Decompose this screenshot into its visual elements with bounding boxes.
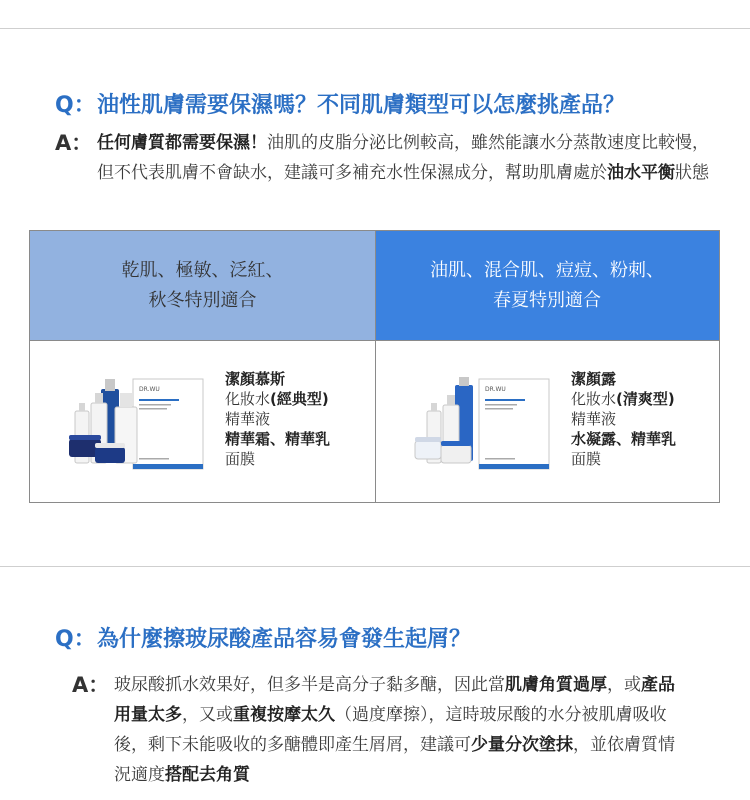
question-2 — [55, 622, 720, 653]
mask-brand-label: DR.WU — [139, 386, 160, 393]
question-1-text: 油性肌膚需要保濕嗎？不同肌膚類型可以怎麼挑產品？ — [97, 93, 626, 118]
right-product-1-label: 潔顏露 — [571, 370, 617, 388]
answer-2-text-1: 玻尿酸抓水效果好，但多半是高分子黏多醣，因此當 — [114, 675, 505, 695]
mask-brand-label: DR.WU — [485, 386, 506, 393]
answer-1-bold-1: 任何膚質都需要保濕！ — [97, 133, 267, 153]
product-set-image-classic — [65, 371, 225, 476]
right-product-2-label: 化妝水 — [571, 390, 617, 408]
right-product-4-label: 水凝露、精華乳 — [571, 430, 677, 448]
right-product-1 — [571, 369, 676, 389]
left-header-line-1: 乾肌、極敏、泛紅、 — [121, 259, 284, 281]
left-product-cell — [30, 341, 375, 503]
left-product-2 — [225, 389, 330, 409]
middle-divider — [0, 566, 750, 567]
left-product-5: 面膜 — [225, 450, 256, 468]
answer-2-bold-1: 肌膚角質過厚 — [505, 675, 607, 695]
product-set-image-fresh — [411, 371, 571, 476]
question-2-mark: Q： — [55, 627, 96, 652]
question-1-mark: Q： — [55, 93, 96, 118]
left-product-1-label: 潔顏慕斯 — [225, 370, 286, 388]
left-product-3: 精華液 — [225, 410, 271, 428]
question-1 — [55, 88, 720, 119]
answer-2-mark: A： — [72, 673, 110, 697]
left-header — [30, 231, 375, 340]
answer-2-bold-4: 少量分次塗抹 — [471, 735, 573, 755]
skin-type-table — [29, 230, 720, 503]
right-product-5: 面膜 — [571, 450, 602, 468]
question-2-text: 為什麼擦玻尿酸產品容易會發生起屑？ — [97, 627, 472, 652]
answer-1-mark: A： — [55, 131, 93, 155]
answer-2-text — [114, 670, 690, 790]
answer-1-bold-2: 油水平衡 — [607, 163, 675, 183]
right-product-cell — [376, 341, 719, 503]
right-product-4 — [571, 429, 676, 449]
answer-1-text-2: 狀態 — [675, 163, 709, 183]
left-product-4-label: 精華霜、精華乳 — [225, 430, 331, 448]
left-product-1 — [225, 369, 330, 389]
right-product-2-variant: (清爽型) — [616, 390, 675, 408]
left-product-2-variant: (經典型) — [270, 390, 329, 408]
answer-2-bold-3: 重複按摩太久 — [233, 705, 335, 725]
answer-2-text-5: ，並依膚質情況適度 — [114, 735, 675, 785]
right-header-line-2: 春夏特別適合 — [493, 289, 601, 311]
answer-2-bold-5: 搭配去角質 — [165, 765, 250, 785]
answer-2-text-3: ，又或 — [182, 705, 233, 725]
left-header-line-2: 秋冬特別適合 — [148, 289, 257, 311]
top-divider — [0, 28, 750, 29]
answer-1 — [55, 128, 710, 188]
left-product-2-label: 化妝水 — [225, 390, 271, 408]
right-header — [375, 231, 719, 340]
answer-2 — [72, 670, 690, 790]
answer-2-bold-2: 產品用量太多 — [114, 675, 675, 725]
right-product-2 — [571, 389, 676, 409]
answer-2-text-2: ，或 — [607, 675, 641, 695]
answer-1-text — [97, 128, 710, 188]
right-product-list — [571, 369, 676, 469]
left-product-4 — [225, 429, 330, 449]
answer-1-text-1: 油肌的皮脂分泌比例較高，雖然能讓水分蒸散速度比較慢，但不代表肌膚不會缺水，建議可多補充水性保濕成分，幫助肌膚處於 — [97, 133, 709, 183]
right-product-3: 精華液 — [571, 410, 617, 428]
right-header-line-1: 油肌、混合肌、痘痘、粉刺、 — [430, 259, 664, 281]
answer-2-text-4: （過度摩擦），這時玻尿酸的水分被肌膚吸收後，剩下未能吸收的多醣體即產生屑屑，建議可 — [114, 705, 667, 755]
left-product-list — [225, 369, 330, 469]
